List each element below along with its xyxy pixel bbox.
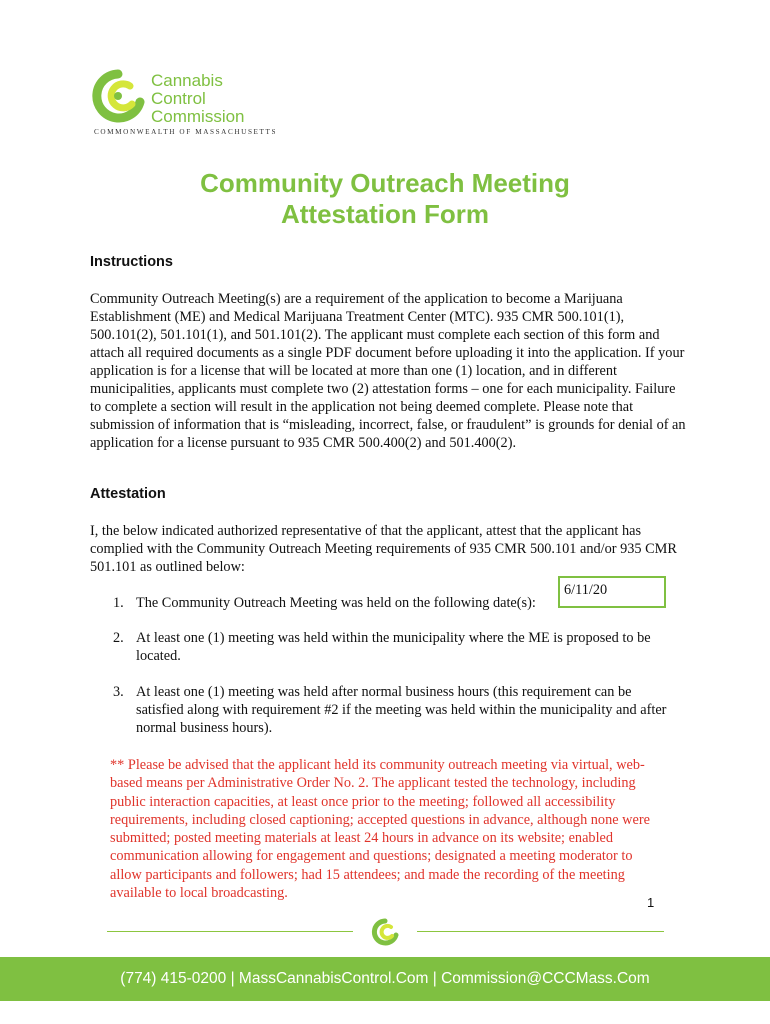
ccc-logo [88, 68, 288, 140]
instructions-body: Community Outreach Meeting(s) are a requirement of the application to become a Marijuana Establishment (ME) and Medical Marijuana Treatment Center (MTC). 935 CMR 500.101(1), 500.101(2), 501.101(1), and 501.101(2). The applicant must complete each section of this form and attach all required documents as a single PDF document before uploading it into the application. If your application is for a license that will be located at more than one (1) location, and in different municipalities, applicants must complete two (2) attestation forms – one for each municipality. Failure to complete a section will result in the application not being deemed complete. Please note that submission of information that is “misleading, incorrect, false, or fraudulent” is grounds for denial of an application for a license pursuant to 935 CMR 500.400(2) and 501.400(2). [90, 291, 686, 451]
contact-footer [0, 957, 770, 1001]
item-number: 2. [113, 630, 124, 646]
item-number: 3. [113, 684, 124, 700]
footer-divider-left [107, 931, 353, 932]
logo-line-1: Cannabis [151, 71, 223, 90]
logo-line-3: Commission [151, 107, 245, 126]
logo-wordmark [151, 72, 245, 126]
item-text: The Community Outreach Meeting was held on the following date(s): [136, 595, 536, 611]
instructions-heading: Instructions [90, 254, 173, 270]
title-line-2: Attestation Form [281, 199, 489, 229]
logo-line-2: Control [151, 89, 206, 108]
title-line-1: Community Outreach Meeting [200, 168, 570, 198]
attestation-item-2 [113, 629, 673, 665]
footer-contact-text: (774) 415-0200 | MassCannabisControl.Com | Commission@CCCMass.Com [120, 970, 650, 987]
virtual-meeting-note: ** Please be advised that the applicant held its community outreach meeting via virtual, web-based means per Administrative Order No. 2. The applicant tested the technology, including public interaction capacities, at least once prior to the meeting; followed all accessibility requirements, including closed captioning; accepted questions in advance, although none were submitted; posted meeting materials at least 24 hours in advance on its website; enabled communication allowing for engagement and questions; designated a meeting moderator to allow participants and followers; had 15 attendees; and made the recording of the meeting available to local broadcasting. [110, 757, 650, 902]
meeting-date-field[interactable]: 6/11/20 [558, 576, 666, 608]
attestation-heading: Attestation [90, 486, 166, 502]
document-title [0, 168, 770, 230]
page-number: 1 [647, 895, 655, 910]
item-number: 1. [113, 595, 124, 611]
item-text: At least one (1) meeting was held within the municipality where the ME is proposed to be located. [136, 630, 651, 664]
item-text: At least one (1) meeting was held after normal business hours (this requirement can be satisfied along with requirement #2 if the meeting was held within the municipality and after normal business hours). [136, 684, 667, 736]
logo-subtitle: COMMONWEALTH OF MASSACHUSETTS [94, 128, 278, 136]
attestation-body: I, the below indicated authorized representative of that the applicant, attest that the applicant has complied with the Community Outreach Meeting requirements of 935 CMR 500.101 and/or 935 CMR 501.101 as outlined below: [90, 523, 677, 575]
footer-divider-right [417, 931, 664, 932]
attestation-item-3 [113, 683, 673, 737]
ccc-logo-icon [88, 68, 148, 126]
ccc-mark-icon [370, 918, 400, 946]
